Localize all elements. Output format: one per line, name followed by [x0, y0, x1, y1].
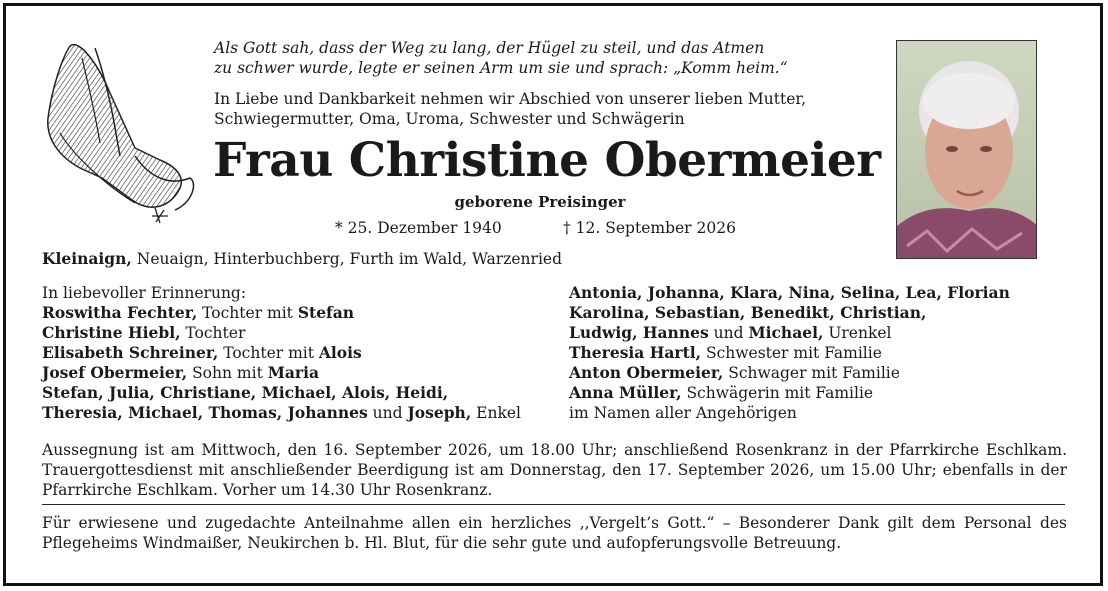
birth-date: * 25. Dezember 1940	[335, 219, 502, 237]
mourner-name: Michael,	[748, 323, 824, 342]
mourner-relation: im Namen aller Angehörigen	[569, 404, 797, 422]
mourner-relation: und	[367, 404, 408, 422]
mourner-name: Karolina, Sebastian, Benedikt, Christian,	[569, 303, 927, 322]
mourner-relation: Tochter mit	[197, 304, 298, 322]
mourner-name: Josef Obermeier,	[42, 363, 188, 382]
mourner-name: Anna Müller,	[569, 383, 682, 402]
mourner-relation: Enkel	[471, 404, 521, 422]
mourner-line	[569, 303, 1010, 323]
places-line	[42, 249, 562, 269]
mourner-name: Stefan	[297, 303, 355, 322]
intro-text	[214, 89, 806, 129]
quote-text	[214, 38, 788, 78]
mourner-line	[42, 363, 521, 383]
mourner-relation: Schwester mit Familie	[701, 344, 882, 362]
mourner-line	[569, 363, 1010, 383]
mourner-name: Anton Obermeier,	[569, 363, 724, 382]
service-info: Aussegnung ist am Mittwoch, den 16. September 2026, um 18.00 Uhr; anschließend Rosenkranz in der Pfarrkirche Eschlkam. Trauergottesdienst mit anschließender Beerdigung ist am Donnerstag, den 17. September 2026, um 15.00 Uhr; ebenfalls in der Pfarrkirche Eschlkam. Vorher um 14.30 Uhr Rosenkranz.	[42, 441, 1067, 499]
death-date: † 12. September 2026	[563, 219, 736, 237]
mourner-relation: In liebevoller Erinnerung:	[42, 284, 247, 302]
mourner-name: Roswitha Fechter,	[42, 303, 198, 322]
main-place: Kleinaign,	[42, 249, 132, 268]
mourner-relation: Tochter mit	[218, 344, 319, 362]
mourner-line	[569, 403, 1010, 423]
thanks-text: Für erwiesene und zugedachte Anteilnahme allen ein herzliches ,,Vergelt’s Gott.“ – Besonderer Dank gilt dem Personal des Pflegeheims Windmaißer, Neukirchen b. Hl. Blut, für die sehr gute und aufopferungsvolle Betreuung.	[42, 514, 1067, 552]
quote-line-1: Als Gott sah, dass der Weg zu lang, der Hügel zu steil, und das Atmen	[214, 39, 765, 57]
mourner-name: Theresia, Michael, Thomas, Johannes	[42, 403, 368, 422]
mourner-relation: Schwägerin mit Familie	[681, 384, 874, 402]
mourner-name: Maria	[267, 363, 320, 382]
mourner-name: Theresia Hartl,	[569, 343, 702, 362]
mourner-line	[569, 283, 1010, 303]
mourners-left-column	[42, 283, 521, 423]
quote-line-2: zu schwer wurde, legte er seinen Arm um sie und sprach: „Komm heim.“	[214, 59, 788, 77]
maiden-name: geborene Preisinger	[454, 193, 626, 211]
mourners-right-column	[569, 283, 1010, 423]
mourner-line	[42, 303, 521, 323]
mourner-line	[42, 403, 521, 423]
mourner-relation: Sohn mit	[187, 364, 268, 382]
mourner-name: Antonia, Johanna, Klara, Nina, Selina, Lea, Florian	[569, 283, 1010, 302]
mourner-line	[42, 343, 521, 363]
mourner-line	[42, 283, 521, 303]
mourner-name: Christine Hiebl,	[42, 323, 181, 342]
deceased-name: Frau Christine Obermeier	[213, 133, 881, 188]
mourner-line	[42, 383, 521, 403]
mourner-name: Joseph,	[407, 403, 472, 422]
mourner-line	[569, 343, 1010, 363]
divider	[42, 504, 1065, 505]
mourner-name: Ludwig, Hannes	[569, 323, 709, 342]
mourner-relation: Schwager mit Familie	[723, 364, 900, 382]
intro-line-1: In Liebe und Dankbarkeit nehmen wir Abschied von unserer lieben Mutter,	[214, 90, 806, 108]
mourner-name: Stefan, Julia, Christiane, Michael, Alois, Heidi,	[42, 383, 449, 402]
portrait-photo	[896, 40, 1037, 259]
mourner-line	[42, 323, 521, 343]
other-places: Neuaign, Hinterbuchberg, Furth im Wald, Warzenried	[131, 250, 562, 268]
mourner-relation: und	[708, 324, 749, 342]
mourner-relation: Urenkel	[823, 324, 892, 342]
mourner-line	[569, 383, 1010, 403]
mourner-relation: Tochter	[180, 324, 246, 342]
mourner-name: Alois	[318, 343, 362, 362]
mourner-name: Elisabeth Schreiner,	[42, 343, 219, 362]
mourner-line	[569, 323, 1010, 343]
intro-line-2: Schwiegermutter, Oma, Uroma, Schwester und Schwägerin	[214, 110, 685, 128]
